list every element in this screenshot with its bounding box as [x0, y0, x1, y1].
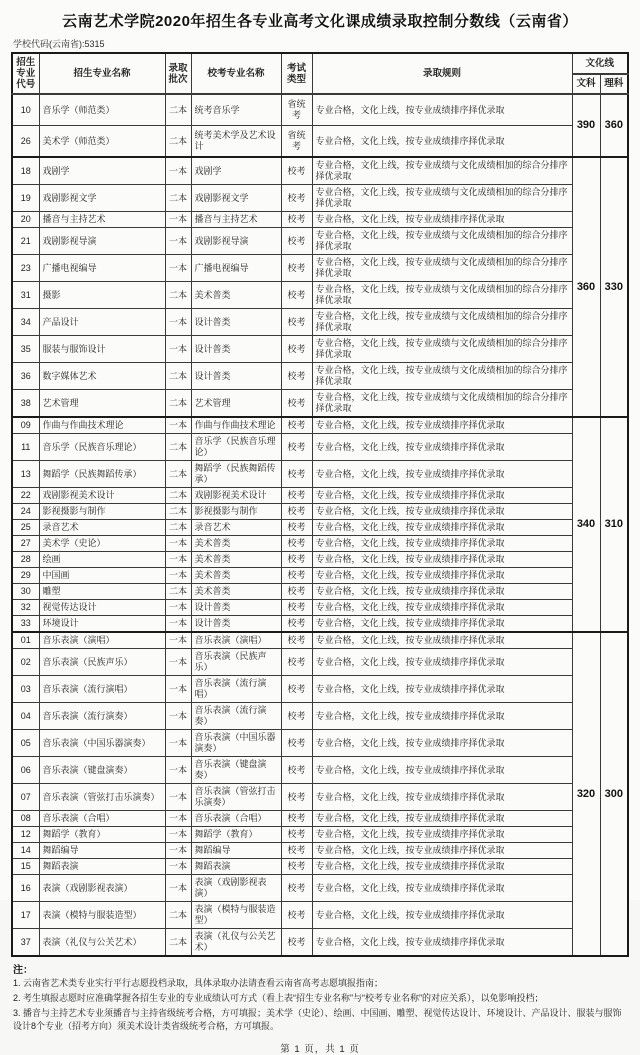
table-row [12, 600, 628, 616]
cell-major-name: 音乐表演（键盘演奏） [39, 757, 165, 784]
cell-batch: 一本 [165, 157, 191, 185]
cell-exam-name: 录音艺术 [191, 520, 281, 536]
cell-exam-name: 戏剧影视导演 [191, 228, 281, 255]
cell-major-code: 06 [12, 757, 39, 784]
table-row [12, 552, 628, 568]
table-row [12, 902, 628, 929]
cell-major-code: 28 [12, 552, 39, 568]
cell-exam-type: 校考 [281, 390, 312, 418]
table-row [12, 363, 628, 390]
cell-major-code: 13 [12, 461, 39, 488]
cell-rule: 专业合格，文化上线，按专业成绩排序择优录取 [312, 730, 572, 757]
cell-rule: 专业合格，文化上线，按专业成绩排序择优录取 [312, 784, 572, 811]
table-row [12, 703, 628, 730]
table-row [12, 649, 628, 676]
cell-batch: 一本 [165, 632, 191, 649]
school-code-label: 学校代码(云南省):5315 [13, 39, 105, 49]
cell-rule: 专业合格，文化上线，按专业成绩排序择优录取 [312, 568, 572, 584]
cell-exam-name: 广播电视编导 [191, 255, 281, 282]
table-row [12, 336, 628, 363]
cell-exam-name: 音乐表演（流行演唱） [191, 676, 281, 703]
cell-major-name: 环境设计 [39, 616, 165, 633]
notes-section [13, 961, 625, 1033]
cell-rule: 专业合格，文化上线，按专业成绩排序择优录取 [312, 902, 572, 929]
cell-batch: 二本 [165, 282, 191, 309]
cell-exam-name: 美术普类 [191, 282, 281, 309]
cell-major-name: 音乐表演（流行演奏） [39, 703, 165, 730]
cell-exam-type: 校考 [281, 212, 312, 228]
cell-rule: 专业合格，文化上线，按专业成绩与文化成绩相加的综合分排序择优录取 [312, 309, 572, 336]
cell-batch: 二本 [165, 390, 191, 418]
cell-exam-type: 校考 [281, 843, 312, 859]
cell-batch: 一本 [165, 757, 191, 784]
cell-rule: 专业合格，文化上线，按专业成绩排序择优录取 [312, 552, 572, 568]
cell-major-code: 18 [12, 157, 39, 185]
cell-major-code: 08 [12, 811, 39, 827]
cell-exam-name: 戏剧影视美术设计 [191, 488, 281, 504]
cell-major-name: 绘画 [39, 552, 165, 568]
cell-rule: 专业合格，文化上线，按专业成绩与文化成绩相加的综合分排序择优录取 [312, 228, 572, 255]
cell-batch: 一本 [165, 676, 191, 703]
cell-batch: 一本 [165, 212, 191, 228]
table-row [12, 730, 628, 757]
cell-batch: 二本 [165, 488, 191, 504]
cell-major-name: 戏剧影视文学 [39, 185, 165, 212]
cell-batch: 二本 [165, 902, 191, 929]
cell-exam-type: 校考 [281, 616, 312, 633]
cell-major-code: 16 [12, 875, 39, 902]
table-row [12, 126, 628, 158]
cell-exam-name: 音乐表演（管弦打击乐演奏） [191, 784, 281, 811]
cell-exam-type: 校考 [281, 757, 312, 784]
cell-major-name: 音乐表演（演唱） [39, 632, 165, 649]
table-header [12, 53, 628, 94]
note-item: 1. 云南省艺术类专业实行平行志愿投档录取，具体录取办法请查看云南省高考志愿填报指南； [13, 978, 384, 988]
cell-rule: 专业合格，文化上线，按专业成绩排序择优录取 [312, 649, 572, 676]
cell-exam-name: 美术普类 [191, 568, 281, 584]
cell-major-name: 表演（模特与服装造型） [39, 902, 165, 929]
cell-batch: 一本 [165, 552, 191, 568]
cell-major-name: 音乐学（民族音乐理论） [39, 434, 165, 461]
note-item: 2. 考生填报志愿时应准确掌握各招生专业的专业成绩认可方式（看上表“招生专业名称”与“校考专业名称”的对应关系），以免影响投档； [13, 993, 544, 1003]
cell-rule: 专业合格，文化上线，按专业成绩排序择优录取 [312, 212, 572, 228]
cell-major-code: 35 [12, 336, 39, 363]
cell-batch: 一本 [165, 228, 191, 255]
cell-major-name: 美术学（师范类） [39, 126, 165, 158]
cell-exam-type: 校考 [281, 568, 312, 584]
cell-exam-name: 表演（戏剧影视表演） [191, 875, 281, 902]
cell-major-code: 38 [12, 390, 39, 418]
cell-exam-type: 校考 [281, 784, 312, 811]
cell-batch: 二本 [165, 434, 191, 461]
cell-rule: 专业合格，文化上线，按专业成绩与文化成绩相加的综合分排序择优录取 [312, 336, 572, 363]
cell-exam-type: 校考 [281, 185, 312, 212]
header-culture-line: 文化线 [572, 53, 628, 74]
cell-batch: 二本 [165, 126, 191, 158]
cell-major-code: 32 [12, 600, 39, 616]
cell-rule: 专业合格，文化上线，按专业成绩排序择优录取 [312, 757, 572, 784]
cell-batch: 一本 [165, 649, 191, 676]
cell-exam-type: 校考 [281, 157, 312, 185]
cell-exam-name: 舞蹈表演 [191, 859, 281, 875]
cell-major-name: 摄影 [39, 282, 165, 309]
cell-rule: 专业合格，文化上线，按专业成绩排序择优录取 [312, 632, 572, 649]
cell-batch: 一本 [165, 843, 191, 859]
cell-major-code: 27 [12, 536, 39, 552]
cell-major-code: 31 [12, 282, 39, 309]
header-exam-type: 考试类型 [281, 53, 312, 94]
cell-batch: 一本 [165, 784, 191, 811]
cell-major-name: 舞蹈学（教育） [39, 827, 165, 843]
cell-exam-name: 播音与主持艺术 [191, 212, 281, 228]
cell-exam-type: 校考 [281, 859, 312, 875]
cell-exam-name: 影视摄影与制作 [191, 504, 281, 520]
cell-exam-type: 校考 [281, 228, 312, 255]
cell-major-code: 37 [12, 929, 39, 957]
cell-major-name: 戏剧影视导演 [39, 228, 165, 255]
cell-exam-type: 校考 [281, 536, 312, 552]
cell-major-code: 09 [12, 417, 39, 434]
cell-score-science: 300 [600, 632, 628, 956]
table-row [12, 185, 628, 212]
cell-rule: 专业合格，文化上线，按专业成绩与文化成绩相加的综合分排序择优录取 [312, 157, 572, 185]
table-body [12, 94, 628, 956]
cell-exam-name: 统考音乐学 [191, 94, 281, 126]
cell-rule: 专业合格，文化上线，按专业成绩排序择优录取 [312, 843, 572, 859]
cell-batch: 一本 [165, 859, 191, 875]
cell-major-code: 24 [12, 504, 39, 520]
table-row [12, 488, 628, 504]
cell-exam-type: 校考 [281, 255, 312, 282]
table-row [12, 504, 628, 520]
cell-major-name: 戏剧学 [39, 157, 165, 185]
cell-rule: 专业合格，文化上线，按专业成绩排序择优录取 [312, 703, 572, 730]
table-row [12, 390, 628, 418]
cell-major-code: 19 [12, 185, 39, 212]
header-rule: 录取规则 [312, 53, 572, 94]
cell-exam-name: 舞蹈编导 [191, 843, 281, 859]
cell-rule: 专业合格，文化上线，按专业成绩排序择优录取 [312, 536, 572, 552]
cell-exam-name: 表演（礼仪与公关艺术） [191, 929, 281, 957]
cell-major-name: 影视摄影与制作 [39, 504, 165, 520]
cell-exam-name: 表演（模特与服装造型） [191, 902, 281, 929]
cell-rule: 专业合格，文化上线，按专业成绩排序择优录取 [312, 600, 572, 616]
cell-major-name: 艺术管理 [39, 390, 165, 418]
cell-exam-name: 设计普类 [191, 336, 281, 363]
cell-major-code: 12 [12, 827, 39, 843]
cell-rule: 专业合格，文化上线，按专业成绩与文化成绩相加的综合分排序择优录取 [312, 282, 572, 309]
cell-rule: 专业合格，文化上线，按专业成绩排序择优录取 [312, 94, 572, 126]
table-row [12, 632, 628, 649]
cell-batch: 一本 [165, 536, 191, 552]
cell-rule: 专业合格，文化上线，按专业成绩排序择优录取 [312, 584, 572, 600]
cell-batch: 一本 [165, 703, 191, 730]
cell-major-name: 中国画 [39, 568, 165, 584]
cell-major-name: 作曲与作曲技术理论 [39, 417, 165, 434]
page-number-footer: 第 1 页，共 1 页 [280, 1044, 360, 1055]
cell-rule: 专业合格，文化上线，按专业成绩排序择优录取 [312, 488, 572, 504]
header-major-name: 招生专业名称 [39, 53, 165, 94]
cell-exam-name: 音乐表演（流行演奏） [191, 703, 281, 730]
cell-major-name: 广播电视编导 [39, 255, 165, 282]
table-row [12, 282, 628, 309]
cell-exam-type: 校考 [281, 902, 312, 929]
cell-exam-type: 校考 [281, 520, 312, 536]
table-row [12, 434, 628, 461]
cell-exam-name: 舞蹈学（教育） [191, 827, 281, 843]
cell-score-liberal: 360 [572, 157, 600, 417]
score-table [11, 52, 629, 957]
cell-exam-name: 作曲与作曲技术理论 [191, 417, 281, 434]
cell-batch: 二本 [165, 929, 191, 957]
notes-label: 注： [13, 965, 33, 976]
cell-major-name: 表演（戏剧影视表演） [39, 875, 165, 902]
cell-rule: 专业合格，文化上线，按专业成绩排序择优录取 [312, 434, 572, 461]
cell-exam-name: 音乐学（民族音乐理论） [191, 434, 281, 461]
cell-batch: 二本 [165, 461, 191, 488]
cell-exam-type: 校考 [281, 929, 312, 957]
cell-exam-type: 校考 [281, 434, 312, 461]
cell-major-code: 29 [12, 568, 39, 584]
cell-exam-type: 省统考 [281, 126, 312, 158]
cell-exam-type: 校考 [281, 875, 312, 902]
cell-exam-type: 校考 [281, 827, 312, 843]
cell-exam-name: 音乐表演（中国乐器演奏） [191, 730, 281, 757]
table-row [12, 520, 628, 536]
table-row [12, 228, 628, 255]
header-science: 理科 [600, 74, 628, 95]
cell-rule: 专业合格，文化上线，按专业成绩排序择优录取 [312, 827, 572, 843]
cell-major-name: 音乐表演（管弦打击乐演奏） [39, 784, 165, 811]
cell-major-name: 播音与主持艺术 [39, 212, 165, 228]
cell-score-science: 310 [600, 417, 628, 632]
cell-major-name: 视觉传达设计 [39, 600, 165, 616]
cell-exam-name: 美术普类 [191, 536, 281, 552]
cell-major-code: 26 [12, 126, 39, 158]
cell-exam-name: 设计普类 [191, 616, 281, 633]
cell-major-name: 音乐表演（流行演唱） [39, 676, 165, 703]
cell-major-code: 23 [12, 255, 39, 282]
cell-major-name: 服装与服饰设计 [39, 336, 165, 363]
cell-batch: 二本 [165, 504, 191, 520]
cell-score-science: 330 [600, 157, 628, 417]
table-row [12, 676, 628, 703]
cell-exam-type: 校考 [281, 676, 312, 703]
cell-score-liberal: 340 [572, 417, 600, 632]
cell-rule: 专业合格，文化上线，按专业成绩排序择优录取 [312, 875, 572, 902]
cell-major-name: 舞蹈学（民族舞蹈传承） [39, 461, 165, 488]
cell-exam-type: 校考 [281, 552, 312, 568]
cell-exam-type: 校考 [281, 730, 312, 757]
cell-exam-name: 戏剧学 [191, 157, 281, 185]
cell-rule: 专业合格，文化上线，按专业成绩与文化成绩相加的综合分排序择优录取 [312, 255, 572, 282]
cell-major-name: 数字媒体艺术 [39, 363, 165, 390]
table-row [12, 929, 628, 957]
cell-exam-type: 校考 [281, 504, 312, 520]
table-row [12, 568, 628, 584]
table-row [12, 536, 628, 552]
cell-exam-type: 校考 [281, 811, 312, 827]
table-row [12, 309, 628, 336]
cell-major-name: 表演（礼仪与公关艺术） [39, 929, 165, 957]
cell-rule: 专业合格，文化上线，按专业成绩与文化成绩相加的综合分排序择优录取 [312, 363, 572, 390]
table-row [12, 417, 628, 434]
cell-score-liberal: 320 [572, 632, 600, 956]
cell-exam-type: 校考 [281, 632, 312, 649]
cell-major-name: 音乐学（师范类） [39, 94, 165, 126]
cell-major-code: 21 [12, 228, 39, 255]
cell-major-code: 05 [12, 730, 39, 757]
table-row [12, 157, 628, 185]
header-liberal-arts: 文科 [572, 74, 600, 95]
cell-rule: 专业合格，文化上线，按专业成绩排序择优录取 [312, 504, 572, 520]
cell-batch: 一本 [165, 255, 191, 282]
cell-major-name: 戏剧影视美术设计 [39, 488, 165, 504]
cell-major-code: 25 [12, 520, 39, 536]
cell-batch: 一本 [165, 309, 191, 336]
cell-rule: 专业合格，文化上线，按专业成绩排序择优录取 [312, 676, 572, 703]
cell-exam-name: 音乐表演（演唱） [191, 632, 281, 649]
cell-exam-type: 省统考 [281, 94, 312, 126]
cell-exam-type: 校考 [281, 584, 312, 600]
cell-major-name: 舞蹈编导 [39, 843, 165, 859]
cell-score-science: 360 [600, 94, 628, 157]
table-row [12, 827, 628, 843]
cell-exam-name: 设计普类 [191, 309, 281, 336]
cell-rule: 专业合格，文化上线，按专业成绩排序择优录取 [312, 929, 572, 957]
cell-major-code: 34 [12, 309, 39, 336]
table-row [12, 584, 628, 600]
cell-major-name: 美术学（史论） [39, 536, 165, 552]
cell-major-name: 音乐表演（合唱） [39, 811, 165, 827]
cell-batch: 一本 [165, 616, 191, 633]
cell-major-code: 04 [12, 703, 39, 730]
cell-exam-name: 设计普类 [191, 363, 281, 390]
cell-rule: 专业合格，文化上线，按专业成绩排序择优录取 [312, 126, 572, 158]
cell-exam-type: 校考 [281, 417, 312, 434]
cell-major-name: 舞蹈表演 [39, 859, 165, 875]
cell-exam-name: 舞蹈学（民族舞蹈传承） [191, 461, 281, 488]
cell-rule: 专业合格，文化上线，按专业成绩与文化成绩相加的综合分排序择优录取 [312, 185, 572, 212]
cell-exam-type: 校考 [281, 461, 312, 488]
cell-batch: 一本 [165, 568, 191, 584]
cell-batch: 一本 [165, 417, 191, 434]
cell-batch: 一本 [165, 875, 191, 902]
cell-batch: 一本 [165, 730, 191, 757]
cell-batch: 二本 [165, 363, 191, 390]
cell-exam-type: 校考 [281, 282, 312, 309]
table-row [12, 461, 628, 488]
table-row [12, 616, 628, 633]
cell-major-code: 10 [12, 94, 39, 126]
cell-exam-type: 校考 [281, 600, 312, 616]
table-row [12, 843, 628, 859]
page-title: 云南艺术学院2020年招生各专业高考文化课成绩录取控制分数线（云南省） [62, 13, 578, 30]
cell-exam-name: 音乐表演（合唱） [191, 811, 281, 827]
cell-rule: 专业合格，文化上线，按专业成绩与文化成绩相加的综合分排序择优录取 [312, 390, 572, 418]
cell-exam-type: 校考 [281, 703, 312, 730]
cell-exam-type: 校考 [281, 488, 312, 504]
cell-exam-name: 艺术管理 [191, 390, 281, 418]
cell-major-name: 雕塑 [39, 584, 165, 600]
cell-batch: 二本 [165, 520, 191, 536]
cell-exam-name: 美术普类 [191, 552, 281, 568]
cell-major-code: 07 [12, 784, 39, 811]
table-row [12, 875, 628, 902]
cell-exam-name: 音乐表演（键盘演奏） [191, 757, 281, 784]
cell-major-name: 音乐表演（中国乐器演奏） [39, 730, 165, 757]
cell-batch: 一本 [165, 811, 191, 827]
cell-exam-type: 校考 [281, 336, 312, 363]
cell-major-code: 33 [12, 616, 39, 633]
cell-major-code: 20 [12, 212, 39, 228]
table-row [12, 784, 628, 811]
cell-major-code: 17 [12, 902, 39, 929]
cell-exam-name: 美术普类 [191, 584, 281, 600]
cell-major-code: 36 [12, 363, 39, 390]
cell-batch: 二本 [165, 94, 191, 126]
cell-rule: 专业合格，文化上线，按专业成绩排序择优录取 [312, 417, 572, 434]
cell-exam-name: 设计普类 [191, 600, 281, 616]
header-exam-name: 校考专业名称 [191, 53, 281, 94]
cell-rule: 专业合格，文化上线，按专业成绩排序择优录取 [312, 859, 572, 875]
cell-major-code: 22 [12, 488, 39, 504]
cell-exam-type: 校考 [281, 309, 312, 336]
cell-rule: 专业合格，文化上线，按专业成绩排序择优录取 [312, 520, 572, 536]
table-row [12, 811, 628, 827]
cell-batch: 二本 [165, 185, 191, 212]
cell-batch: 一本 [165, 336, 191, 363]
table-row [12, 212, 628, 228]
cell-rule: 专业合格，文化上线，按专业成绩排序择优录取 [312, 461, 572, 488]
notes-list [13, 977, 625, 1033]
cell-exam-name: 音乐表演（民族声乐） [191, 649, 281, 676]
cell-major-code: 02 [12, 649, 39, 676]
cell-major-name: 音乐表演（民族声乐） [39, 649, 165, 676]
cell-rule: 专业合格，文化上线，按专业成绩排序择优录取 [312, 811, 572, 827]
cell-major-name: 产品设计 [39, 309, 165, 336]
cell-major-code: 14 [12, 843, 39, 859]
table-row [12, 859, 628, 875]
cell-exam-type: 校考 [281, 363, 312, 390]
cell-exam-type: 校考 [281, 649, 312, 676]
table-row [12, 255, 628, 282]
table-row [12, 757, 628, 784]
header-code: 招生专业代号 [12, 53, 39, 94]
cell-rule: 专业合格，文化上线，按专业成绩排序择优录取 [312, 616, 572, 633]
cell-major-code: 03 [12, 676, 39, 703]
cell-major-name: 录音艺术 [39, 520, 165, 536]
cell-major-code: 11 [12, 434, 39, 461]
cell-major-code: 30 [12, 584, 39, 600]
cell-major-code: 15 [12, 859, 39, 875]
cell-batch: 一本 [165, 827, 191, 843]
cell-batch: 一本 [165, 600, 191, 616]
note-item: 3. 播音与主持艺术专业须播音与主持省级统考合格，方可填报；美术学（史论）、绘画、中国画、雕塑、视觉传达设计、环境设计、产品设计、服装与服饰设计8个专业（招考方向）须美术设计类省级统考合格，方可填报。 [13, 1008, 622, 1031]
header-batch: 录取批次 [165, 53, 191, 94]
cell-exam-name: 戏剧影视文学 [191, 185, 281, 212]
cell-batch: 二本 [165, 584, 191, 600]
cell-exam-name: 统考美术学及艺术设计 [191, 126, 281, 158]
cell-score-liberal: 390 [572, 94, 600, 157]
cell-major-code: 01 [12, 632, 39, 649]
table-row [12, 94, 628, 126]
